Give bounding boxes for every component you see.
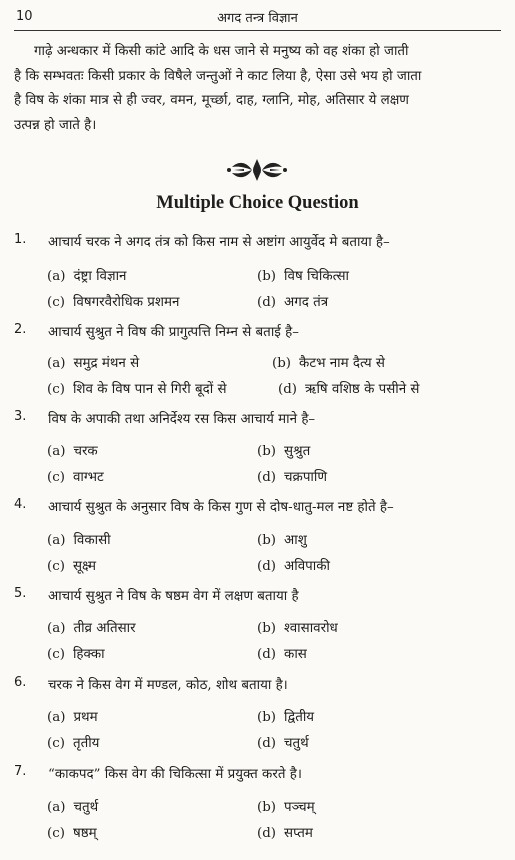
option-b: [257, 707, 314, 729]
option-letter: (d): [257, 736, 277, 751]
intro-line: है कि सम्भवतः किसी प्रकार के विषैले जन्तुओं ने काट लिया है, ऐसा उसे भय हो जाता: [14, 68, 422, 84]
page-number: 10: [16, 9, 33, 24]
option-text: अगद तंत्र: [284, 295, 329, 310]
question-2: [14, 322, 507, 346]
option-letter: (d): [257, 559, 277, 574]
option-text: पञ्चम्: [284, 800, 315, 815]
option-letter: (b): [257, 269, 277, 284]
option-letter: (b): [257, 533, 277, 548]
option-letter: (b): [272, 356, 292, 371]
question-number: 3.: [14, 409, 27, 424]
option-c: [47, 556, 96, 578]
option-text: श्वासावरोध: [284, 621, 338, 636]
option-c: [47, 644, 105, 666]
option-b: [257, 618, 338, 640]
option-a: [47, 441, 98, 463]
option-text: हिक्का: [72, 647, 105, 662]
option-letter: (c): [47, 470, 65, 485]
option-c: [47, 733, 99, 755]
option-b: [272, 353, 385, 375]
option-d: [257, 823, 313, 845]
option-letter: (d): [278, 382, 298, 397]
question-number: 5.: [14, 586, 27, 601]
option-letter: (c): [47, 382, 65, 397]
floral-ornament-icon: [226, 157, 288, 183]
question-text: विष के अपाकी तथा अनिर्देश्य रस किस आचार्य माने है–: [48, 412, 316, 427]
question-text: आचार्य सुश्रुत के अनुसार विष के किस गुण से दोष-धातु-मल नष्ट होते है–: [48, 500, 394, 515]
option-text: प्रथम: [73, 710, 98, 725]
option-letter: (b): [257, 621, 277, 636]
question-5: [14, 586, 507, 610]
option-d: [257, 556, 330, 578]
intro-line: है विष के शंका मात्र से ही ज्वर, वमन, मूर्च्छा, दाह, ग्लानि, मोह, अतिसार ये लक्षण: [14, 93, 409, 108]
question-number: 2.: [14, 322, 27, 337]
option-d: [257, 644, 307, 666]
option-letter: (b): [257, 444, 277, 459]
option-a: [47, 797, 98, 819]
option-d: [257, 292, 328, 314]
option-letter: (c): [47, 826, 65, 841]
option-b: [257, 797, 315, 819]
option-letter: (d): [257, 647, 277, 662]
option-text: चतुर्थ: [73, 800, 99, 815]
intro-line: उत्पन्न हो जाते है।: [14, 117, 97, 133]
option-letter: (a): [47, 533, 66, 548]
option-letter: (a): [47, 356, 66, 371]
option-text: शिव के विष पान से गिरी बूदों से: [72, 382, 227, 397]
option-text: विकासी: [73, 533, 111, 548]
option-letter: (a): [47, 621, 66, 636]
option-text: ऋषि वशिष्ठ के पसीने से: [305, 382, 420, 397]
option-letter: (c): [47, 559, 65, 574]
question-text: आचार्य चरक ने अगद तंत्र को किस नाम से अष्टांग आयुर्वेद मे बताया है–: [48, 235, 390, 250]
question-text: आचार्य सुश्रुत ने विष के षष्ठम वेग में लक्षण बताया है: [48, 589, 299, 604]
option-d: [257, 733, 309, 755]
option-b: [257, 266, 349, 288]
option-a: [47, 266, 127, 288]
question-1: [14, 232, 507, 256]
option-letter: (c): [47, 295, 65, 310]
option-letter: (d): [257, 470, 277, 485]
option-text: द्वितीय: [284, 710, 315, 725]
option-c: [47, 467, 104, 489]
option-text: सूक्ष्म: [72, 559, 96, 574]
option-d: [278, 379, 420, 401]
option-text: तीव्र अतिसार: [73, 621, 136, 636]
option-c: [47, 292, 179, 314]
question-text: “काकपद” किस वेग की चिकित्सा में प्रयुक्त करते है।: [48, 767, 302, 782]
option-text: आशु: [284, 533, 307, 548]
option-text: तृतीय: [72, 736, 100, 751]
running-header: [14, 4, 501, 31]
intro-line: गाढ़े अन्धकार में किसी कांटे आदि के धस जाने से मनुष्य को वह शंका हो जाती: [34, 44, 409, 59]
option-b: [257, 530, 307, 552]
option-text: वाग्भट: [72, 470, 104, 485]
option-d: [257, 467, 327, 489]
option-a: [47, 707, 98, 729]
question-7: [14, 764, 507, 788]
option-text: सप्तम: [284, 826, 313, 841]
option-b: [257, 441, 310, 463]
option-letter: (b): [257, 710, 277, 725]
option-letter: (b): [257, 800, 277, 815]
option-letter: (d): [257, 826, 277, 841]
option-a: [47, 618, 136, 640]
option-text: कैटभ नाम दैत्य से: [299, 356, 385, 371]
option-a: [47, 353, 139, 375]
question-6: [14, 675, 507, 699]
question-number: 1.: [14, 232, 27, 247]
option-text: अविपाकी: [284, 559, 331, 574]
option-text: चक्रपाणि: [284, 470, 328, 485]
option-letter: (c): [47, 736, 65, 751]
option-letter: (a): [47, 444, 66, 459]
option-text: चरक: [73, 444, 98, 459]
question-3: [14, 409, 507, 433]
section-title: Multiple Choice Question: [156, 193, 359, 213]
option-text: कास: [284, 647, 307, 662]
intro-paragraph: [14, 40, 501, 138]
option-letter: (a): [47, 710, 66, 725]
option-a: [47, 530, 111, 552]
running-title: अगद तन्त्र विज्ञान: [217, 11, 298, 26]
option-text: चतुर्थ: [284, 736, 309, 751]
question-number: 7.: [14, 764, 27, 779]
option-text: सुश्रुत: [284, 444, 311, 459]
option-text: दंष्ट्रा विज्ञान: [73, 269, 127, 284]
question-number: 4.: [14, 497, 27, 512]
option-text: समुद्र मंथन से: [73, 356, 140, 371]
option-c: [47, 379, 227, 401]
option-text: विष चिकित्सा: [284, 269, 350, 284]
option-text: विषगरवैरोधिक प्रशमन: [72, 295, 180, 310]
question-text: आचार्य सुश्रुत ने विष की प्रागुत्पत्ति निम्न से बताई है–: [48, 325, 299, 340]
option-text: षष्ठम्: [72, 826, 97, 841]
option-letter: (c): [47, 647, 65, 662]
option-letter: (a): [47, 269, 66, 284]
option-letter: (a): [47, 800, 66, 815]
question-4: [14, 497, 507, 521]
option-c: [47, 823, 97, 845]
question-number: 6.: [14, 675, 27, 690]
question-text: चरक ने किस वेग में मण्डल, कोठ, शोथ बताया है।: [48, 678, 288, 693]
option-letter: (d): [257, 295, 277, 310]
